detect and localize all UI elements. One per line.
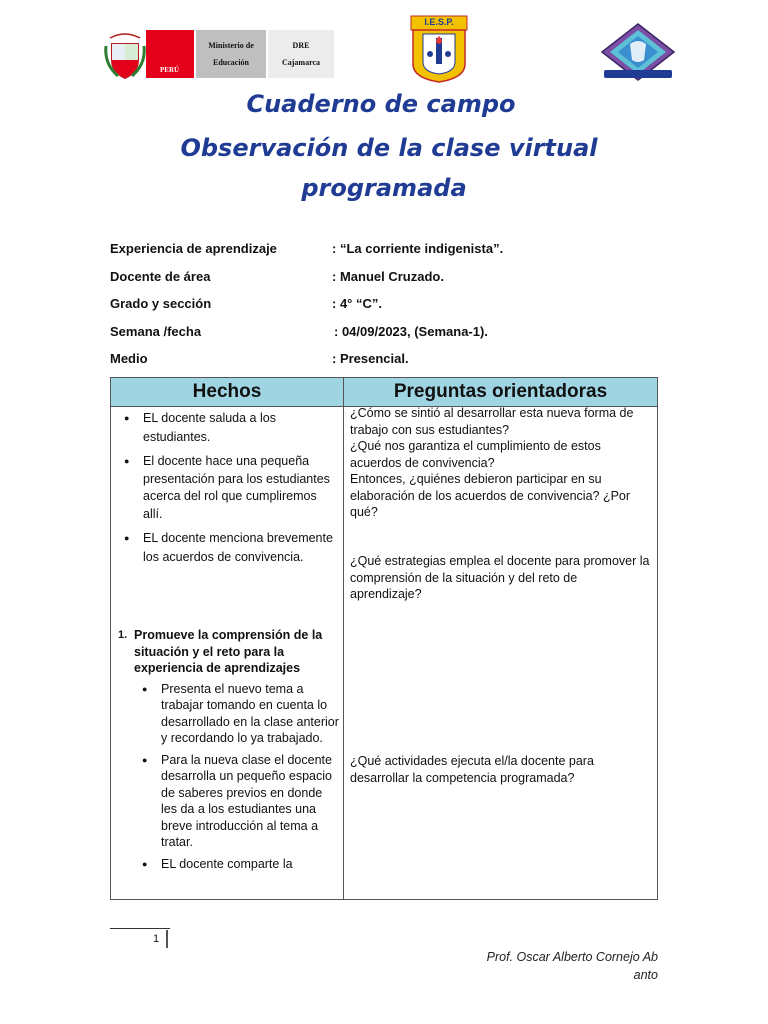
list-item: ● EL docente saluda a los estudiantes.: [118, 409, 338, 447]
list-item: ● Para la nueva clase el docente desarrolla un pequeño espacio de saberes previos en donde les da a los estudiantes una breve introducción al tema a tratar.: [136, 752, 340, 851]
table-header-row: [111, 378, 657, 407]
institution-diamond-logo: [598, 22, 678, 84]
page-number: 1: [153, 933, 160, 945]
list-item: ● EL docente menciona brevemente los acuerdos de convivencia.: [118, 529, 338, 567]
peru-label: PERÚ: [160, 66, 180, 74]
info-label: Docente de área: [110, 269, 211, 284]
page-subtitle-line-1: Observación de la clase virtual: [180, 134, 598, 162]
question-text: ¿Qué estrategias emplea el docente para promover la comprensión de la situación y del reto de aprendizaje?: [350, 554, 650, 601]
question-text: ¿Cómo se sintió al desarrollar esta nueva forma de trabajo con sus estudiantes?: [350, 406, 634, 437]
dre-cajamarca-box: [268, 30, 334, 78]
section-1-block: [118, 627, 340, 877]
info-value: : 04/09/2023, (Semana-1).: [334, 324, 488, 339]
info-value: : Presencial.: [332, 351, 409, 366]
signature-line-2: anto: [633, 968, 658, 982]
iesp-shield-logo: [409, 14, 469, 84]
page-subtitle-line-2: programada: [301, 174, 467, 202]
dre-line-1: DRE: [292, 41, 310, 50]
questions-block-3: [350, 753, 652, 786]
peru-flag-block: [146, 30, 194, 78]
info-label: Experiencia de aprendizaje: [110, 241, 277, 256]
questions-block-2: [350, 553, 652, 603]
dre-line-2: Cajamarca: [281, 58, 321, 67]
questions-block-1: [350, 405, 652, 521]
facts-intro-list: [118, 409, 338, 573]
info-label: Semana /fecha: [110, 324, 202, 339]
question-text: Entonces, ¿quiénes debieron participar en su elaboración de los acuerdos de convivencia? ¿Por qué?: [350, 472, 631, 519]
ministry-line-2: Educación: [212, 58, 249, 67]
column-divider: [343, 378, 344, 899]
footer-rule: [110, 928, 170, 929]
info-value: : “La corriente indigenista”.: [332, 241, 504, 256]
section-title: Promueve la comprensión de la situación y el reto para la experiencia de aprendizajes: [134, 628, 323, 675]
list-item: ● Presenta el nuevo tema a trabajar tomando en cuenta lo desarrollado en la clase anterior y recordando lo ya trabajado.: [136, 681, 340, 747]
list-item: ● El docente hace una pequeña presentación para los estudiantes acerca del rol que cumpliremos allí.: [118, 453, 338, 523]
info-label: Medio: [110, 351, 148, 366]
section-1-heading: [118, 627, 340, 677]
ministry-line-1: Ministerio de: [208, 41, 254, 50]
question-text: ¿Qué actividades ejecuta el/la docente para desarrollar la competencia programada?: [350, 754, 594, 785]
info-value: : Manuel Cruzado.: [332, 269, 444, 284]
footer-bar: [166, 930, 168, 948]
question-text: ¿Qué nos garantiza el cumplimiento de estos acuerdos de convivencia?: [350, 439, 601, 470]
column-header-facts: Hechos: [192, 381, 262, 402]
ministry-of-education-box: [196, 30, 266, 78]
list-item: ● EL docente comparte la: [136, 856, 340, 873]
iesp-label: I.E.S.P.: [424, 17, 454, 27]
info-label: Grado y sección: [110, 296, 212, 311]
peru-coat-of-arms-logo: [104, 30, 146, 82]
author-signature: [460, 948, 658, 984]
section-number: 1.: [118, 629, 128, 641]
info-value: : 4° “C”.: [332, 296, 382, 311]
column-header-questions: Preguntas orientadoras: [393, 381, 608, 402]
signature-line-1: Prof. Oscar Alberto Cornejo Ab: [486, 950, 658, 964]
page-title: Cuaderno de campo: [246, 90, 516, 118]
